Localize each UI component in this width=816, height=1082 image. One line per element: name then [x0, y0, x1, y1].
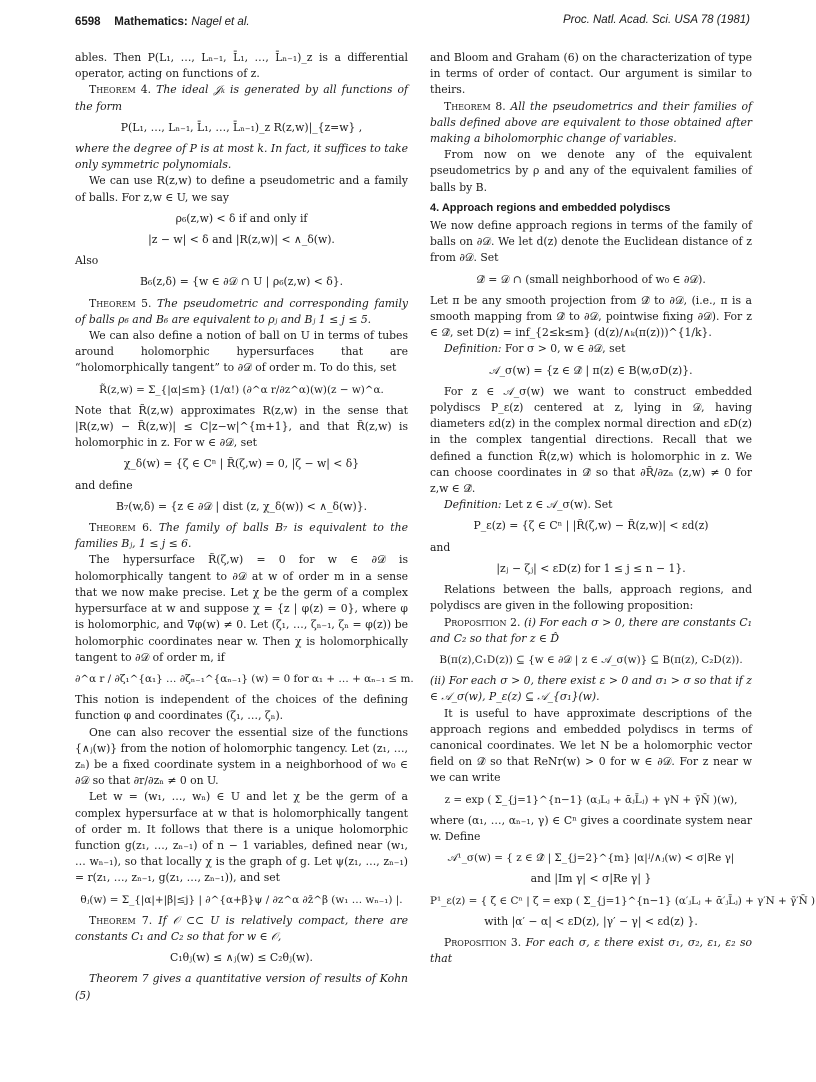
section-heading: 4. Approach regions and embedded polydiscs	[430, 201, 671, 214]
paragraph: Let w = (w₁, …, wₙ) ∈ U and let χ be the germ of a complex hypersurface at w that is holomorphically tangent of order m. It follows that there is a unique holomorphic function g(z₁, …, zₙ₋₁) of n − 1 variables, defined near (w₁, … wₙ₋₁), so that locally χ is the graph of g. Let ψ(z₁, …, zₙ₋₁) = r(z₁, …, zₙ₋₁, g(z₁, …, zₙ₋₁)), and set	[75, 790, 408, 885]
equation: 𝒜_σ(w) = {z ∈ 𝒟̂ | π(z) ∈ B(w,σD(z)}.	[489, 363, 693, 377]
proposition-2	[430, 615, 752, 647]
paragraph: Note that R̃(z,w) approximates R(z,w) in the sense that |R(z,w) − R̃(z,w)| ≤ C|z−w|^{m+1}, and that R̃(z,w) is holomorphic in z. For w ∈ ∂𝒟, set	[75, 403, 408, 450]
proposition-label: Proposition 3.	[444, 935, 522, 949]
equation: and |Im γ| < σ|Re γ| }	[530, 872, 652, 886]
equation: θⱼ(w) = Σ_{|α|+|β|≤j} | ∂^{α+β}ψ / ∂z^α ∂z̄^β (w₁ … wₙ₋₁) |.	[80, 893, 403, 906]
journal-section: Mathematics:	[114, 16, 188, 28]
theorem-text: The family of balls B₇ is equivalent to the families Bⱼ, 1 ≤ j ≤ 6.	[75, 521, 408, 551]
equation: with |α′ − α| < εD(z), |γ′ − γ| < εd(z) }.	[484, 914, 698, 928]
running-header-left	[75, 14, 250, 28]
equation: P(L₁, …, Lₙ₋₁, L̄₁, …, L̄ₙ₋₁)_z R(z,w)|_{z=w} ,	[120, 120, 363, 134]
theorem-6	[75, 520, 408, 552]
definition-2	[430, 497, 752, 513]
paragraph: We can also define a notion of ball on U in terms of tubes around holomorphic hypersurfaces that are “holomorphically tangent” to ∂𝒟 of order m. To do this, set	[75, 329, 408, 375]
paragraph: We now define approach regions in terms of the family of balls on ∂𝒟. We let d(z) denote the Euclidean distance of z from ∂𝒟. Set	[430, 219, 752, 265]
authors: Nagel et al.	[191, 16, 250, 28]
equation: P_ε(z) = {ζ ∈ Cⁿ | |R̃(ζ,w) − R̃(z,w)| < εd(z)	[473, 519, 709, 533]
definition-label: Definition:	[444, 498, 502, 512]
theorem-text: The pseudometric and corresponding family of balls ρ₆ and B₆ are equivalent to ρⱼ and Bⱼ 1 ≤ j ≤ 5.	[75, 296, 408, 326]
left-column	[75, 50, 414, 1004]
equation: C₁θⱼ(w) ≤ ∧ⱼ(w) ≤ C₂θⱼ(w).	[170, 951, 313, 965]
paragraph: One can also recover the essential size of the functions {∧ⱼ(w)} from the notion of holomorphic tangency. Let (z₁, …, zₙ) be a fixed coordinate system in a neighborhood of w₀ ∈ ∂𝒟 so that ∂r/∂zₙ ≠ 0 on U.	[75, 725, 408, 788]
equation: P¹_ε(z) = { ζ ∈ Cⁿ | ζ = exp ( Σ_{j=1}^{n−1} (α′ⱼLⱼ + ᾱ′ⱼL̄ⱼ) + γ′N + γ̄′N̄ )	[430, 894, 816, 907]
proposition-text: For each σ, ε there exist σ₁, σ₂, ε₁, ε₂ so that	[430, 935, 752, 966]
equation: χ_δ(w) = {ζ ∈ Cⁿ | R̃(ζ,w) = 0, |ζ − w| < δ}	[123, 457, 360, 471]
theorem-8	[430, 99, 752, 148]
definition-text: For σ > 0, w ∈ ∂𝒟, set	[504, 342, 626, 356]
definition-label: Definition:	[444, 342, 502, 356]
theorem-text: All the pseudometrics and their families of balls defined above are equivalent to those obtained after making a biholomorphic change of variables.	[430, 99, 752, 146]
paragraph: and	[430, 540, 451, 554]
paragraph: Also	[75, 254, 99, 268]
equation: z = exp ( Σ_{j=1}^{n−1} (αⱼLⱼ + ᾱⱼL̄ⱼ) + γN + γ̄N̄ )(w),	[444, 793, 738, 806]
paragraph: The hypersurface R̃(ζ,w) = 0 for w ∈ ∂𝒟 is holomorphically tangent to ∂𝒟 at w of order m in a sense that we now make precise. Let χ be the germ of a complex hypersurface at w and suppose χ = {z | φ(z) = 0}, where φ is holomorphic, and ∇φ(w) ≠ 0. Let (ζ₁, …, ζₙ₋₁, ζₙ = φ(z)) be holomorphic coordinates near w. Then χ is holomorphically tangent to ∂𝒟 of order m, if	[75, 553, 408, 664]
equation: 𝒜¹_σ(w) = { z ∈ 𝒟̂ | Σ_{j=2}^{m} |α|ʲ/∧ⱼ(w) < σ|Re γ|	[447, 852, 735, 865]
right-column	[430, 50, 816, 967]
equation: |z − w| < δ and |R(z,w)| < ∧_δ(w).	[148, 233, 335, 247]
paragraph: where (α₁, …, αₙ₋₁, γ) ∈ Cⁿ gives a coordinate system near w. Define	[430, 813, 752, 843]
theorem-label: Theorem 6.	[89, 521, 153, 535]
theorem-5	[75, 296, 408, 328]
equation: 𝒟̂ = 𝒟 ∩ (small neighborhood of w₀ ∈ ∂𝒟).	[476, 272, 706, 286]
paragraph: Theorem 7 gives a quantitative version of results of Kohn (5)	[75, 972, 408, 1002]
theorem-label: Theorem 8.	[444, 99, 506, 113]
paragraph: We can use R(z,w) to define a pseudometric and a family of balls. For z,w ∈ U, we say	[75, 174, 408, 204]
paragraph: It is useful to have approximate descriptions of the approach regions and embedded polydiscs in terms of canonical coordinates. We let N be a holomorphic vector field on 𝒟̂ so that ReNr(w) > 0 for w ∈ ∂𝒟. For z near w we can write	[430, 706, 752, 785]
paragraph: This notion is independent of the choices of the defining function φ and coordinates (ζ₁, …, ζₙ).	[75, 693, 408, 723]
equation: B(π(z),C₁D(z)) ⊆ {w ∈ ∂𝒟 | z ∈ 𝒜_σ(w)} ⊆ B(π(z), C₂D(z)).	[439, 653, 743, 666]
equation: R̃(z,w) = Σ_{|α|≤m} (1/α!) (∂^α r/∂z^α)(w)(z − w)^α.	[99, 383, 384, 396]
equation: B₇(w,δ) = {z ∈ ∂𝒟 | dist (z, χ_δ(w)) < ∧_δ(w)}.	[115, 499, 368, 513]
journal-reference: Proc. Natl. Acad. Sci. USA 78 (1981)	[562, 14, 750, 26]
proposition-3	[430, 935, 752, 967]
equation: |zⱼ − ζⱼ| < εD(z) for 1 ≤ j ≤ n − 1}.	[496, 561, 686, 575]
page-number: 6598	[75, 16, 101, 28]
theorem-text: If 𝒪 ⊂⊂ U is relatively compact, there are constants C₁ and C₂ so that for w ∈ 𝒪,	[75, 913, 408, 943]
equation: ∂^α r / ∂ζ₁^{α₁} … ∂ζₙ₋₁^{αₙ₋₁} (w) = 0 for α₁ + … + αₙ₋₁ ≤ m.	[75, 672, 414, 685]
paragraph: and Bloom and Graham (6) on the characterization of type in terms of order of contact. Our argument is similar to theirs.	[430, 51, 752, 97]
theorem-label: Theorem 4.	[89, 83, 152, 97]
theorem-text: The ideal 𝒥ₖ is generated by all functions of the form	[75, 83, 409, 113]
theorem-text: where the degree of P is at most k. In fact, it suffices to take only symmetric polynomials.	[75, 142, 408, 172]
paragraph: Relations between the balls, approach regions, and polydiscs are given in the following proposition:	[430, 583, 752, 613]
equation: B₆(z,δ) = {w ∈ ∂𝒟 ∩ U | ρ₆(z,w) < δ}.	[139, 275, 344, 289]
proposition-label: Proposition 2.	[444, 615, 521, 629]
definition-1	[430, 341, 752, 357]
proposition-text: (ii) For each σ > 0, there exist ε > 0 and σ₁ > σ so that if z ∈ 𝒜_σ(w), P_ε(z) ⊆ 𝒜_{σ₁}(w).	[430, 674, 752, 704]
paragraph: For z ∈ 𝒜_σ(w) we want to construct embedded polydiscs P_ε(z) centered at z, lying in 𝒟, having diameters εd(z) in the complex normal direction and εD(z) in the complex tangential directions. Recall that we defined a function R̃(z,w) which is holomorphic in z. We can choose coordinates in 𝒟̂ so that ∂R̃/∂zₙ (z,w) ≠ 0 for z,w ∈ 𝒟̂.	[430, 384, 752, 496]
paragraph: and define	[75, 478, 133, 492]
theorem-4	[75, 82, 408, 114]
paragraph: ables. Then P(L₁, …, Lₙ₋₁, L̄₁, …, L̄ₙ₋₁)_z is a differential operator, acting on functions of z.	[75, 51, 408, 81]
definition-text: Let z ∈ 𝒜_σ(w). Set	[504, 498, 613, 512]
theorem-label: Theorem 7.	[89, 913, 153, 927]
equation: ρ₆(z,w) < δ if and only if	[175, 211, 308, 225]
proposition-text: (i) For each σ > 0, there are constants C₁ and C₂ so that for z ∈ D̂	[430, 615, 753, 645]
paragraph: Let π be any smooth projection from 𝒟̂ to ∂𝒟, (i.e., π is a smooth mapping from 𝒟̂ to ∂𝒟, pointwise fixing ∂𝒟). For z ∈ 𝒟̂, set D(z) = inf_{2≤k≤m} (d(z)/∧ₖ(π(z)))^{1/k}.	[430, 293, 752, 340]
paragraph: From now on we denote any of the equivalent pseudometrics by ρ and any of the equivalent families of balls by B.	[430, 148, 752, 194]
theorem-7	[75, 913, 408, 945]
theorem-label: Theorem 5.	[89, 296, 152, 310]
